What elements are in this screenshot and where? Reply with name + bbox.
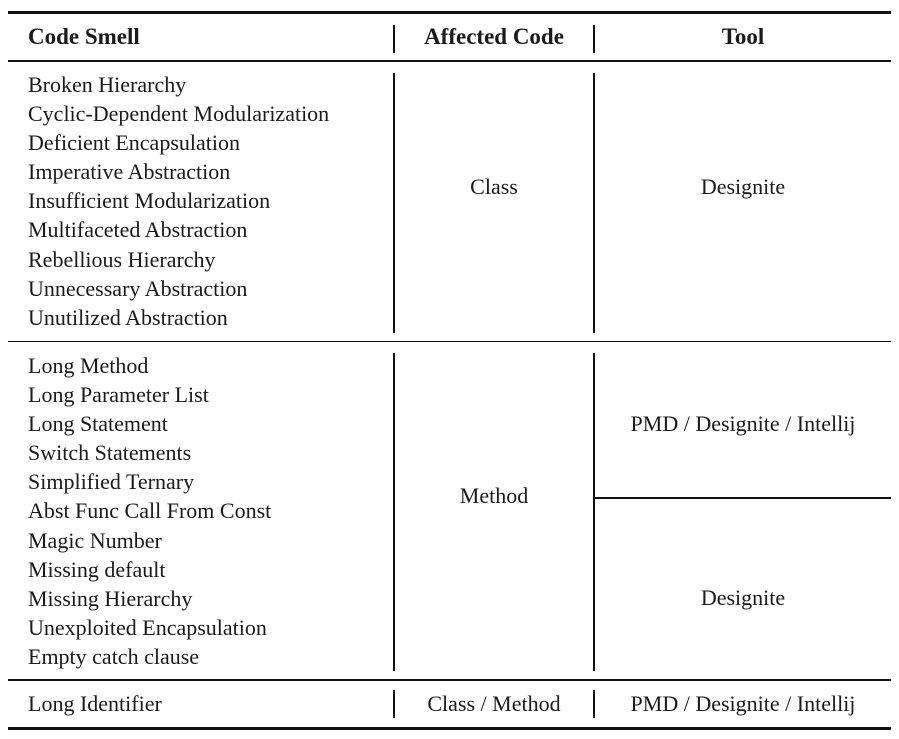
group1-divider: [8, 341, 891, 342]
smell-item: Long Identifier: [28, 691, 162, 716]
smell-item: Simplified Ternary: [28, 469, 195, 495]
smell-item: Unutilized Abstraction: [28, 304, 228, 330]
header-affected-code: Affected Code: [424, 24, 564, 49]
smell-item: Abst Func Call From Const: [28, 498, 272, 524]
smell-item: Rebellious Hierarchy: [28, 246, 216, 272]
smell-item: Long Parameter List: [28, 382, 209, 408]
smell-item: Long Method: [28, 353, 149, 378]
smell-item: Missing Hierarchy: [28, 585, 193, 611]
bottom-rule: [8, 727, 891, 730]
smell-item: Unexploited Encapsulation: [28, 614, 267, 640]
group1-smell-list: [28, 70, 329, 332]
group2-vline-2: [593, 353, 595, 671]
smell-item: Switch Statements: [28, 440, 192, 466]
smell-item: Missing default: [28, 556, 166, 582]
smell-item: Long Statement: [28, 411, 168, 437]
header-rule: [8, 60, 891, 62]
group3-affected-code: Class / Method: [427, 691, 561, 716]
group1-vline-1: [393, 73, 395, 333]
header-tool: Tool: [721, 24, 765, 49]
smell-item: Broken Hierarchy: [28, 72, 187, 97]
smell-item: Multifaceted Abstraction: [28, 217, 248, 243]
group2-affected-code: Method: [459, 483, 529, 508]
group3-smell-list: [28, 689, 162, 718]
smell-item: Insufficient Modularization: [28, 188, 271, 214]
group2-divider: [8, 679, 891, 681]
group2-vline-1: [393, 353, 395, 671]
top-rule: [8, 11, 891, 14]
smell-item: Magic Number: [28, 527, 162, 553]
group1-tool: Designite: [700, 174, 786, 199]
group2-smell-list: [28, 351, 271, 671]
group2-tool-bottom: Designite: [700, 585, 786, 610]
smell-item: Deficient Encapsulation: [28, 130, 240, 156]
group1-affected-code: Class: [470, 174, 518, 199]
group1-vline-2: [593, 73, 595, 333]
group3-tool: PMD / Designite / Intellij: [630, 691, 856, 716]
tool-split-rule: [594, 497, 891, 499]
group2-tool-top: PMD / Designite / Intellij: [630, 411, 856, 436]
smell-item: Cyclic-Dependent Modularization: [28, 101, 330, 127]
smell-item: Unnecessary Abstraction: [28, 275, 248, 301]
smell-item: Imperative Abstraction: [28, 159, 231, 185]
smell-item: Empty catch clause: [28, 643, 200, 669]
header-code-smell: Code Smell: [28, 24, 140, 49]
